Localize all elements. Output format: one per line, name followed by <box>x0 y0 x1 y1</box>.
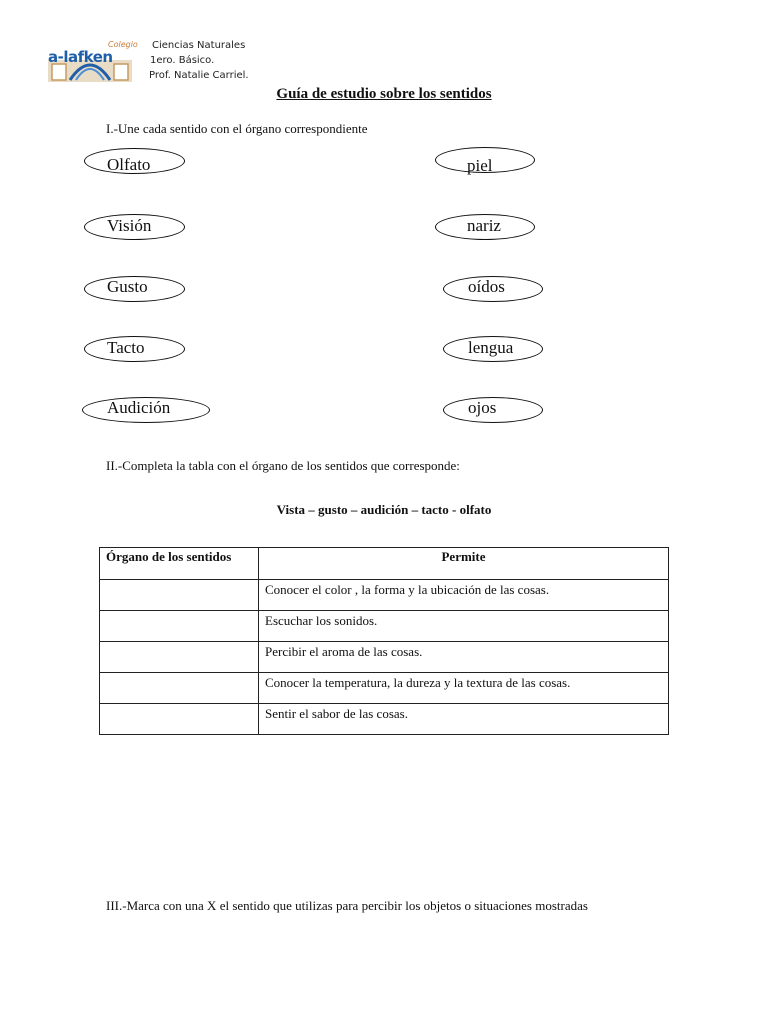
senses-table <box>99 547 669 735</box>
organ-label: oídos <box>468 277 505 296</box>
organ-label: piel <box>467 156 493 175</box>
table-row <box>100 611 669 642</box>
permite-cell: Percibir el aroma de las cosas. <box>259 642 669 673</box>
sense-label: Visión <box>107 216 152 235</box>
organ-label: nariz <box>467 216 501 235</box>
table-row <box>100 642 669 673</box>
logo-wordmark: a-lafken <box>48 48 113 66</box>
sense-label: Audición <box>107 398 171 417</box>
organ-answer-cell[interactable] <box>100 673 259 704</box>
permite-cell: Escuchar los sonidos. <box>259 611 669 642</box>
header-subject: Ciencias Naturales <box>152 40 246 51</box>
table-row <box>100 580 669 611</box>
organ-label: ojos <box>468 398 497 417</box>
page-title: Guía de estudio sobre los sentidos <box>276 86 492 102</box>
organ-label: lengua <box>468 338 514 357</box>
permite-cell: Conocer la temperatura, la dureza y la textura de las cosas. <box>259 673 669 704</box>
permite-cell: Sentir el sabor de las cosas. <box>259 704 669 735</box>
section2-instruction: II.-Completa la tabla con el órgano de los sentidos que corresponde: <box>106 458 460 473</box>
sense-label: Gusto <box>107 277 148 296</box>
organ-answer-cell[interactable] <box>100 611 259 642</box>
sense-label: Olfato <box>107 155 151 174</box>
table-header-row <box>100 548 669 580</box>
table-row <box>100 704 669 735</box>
section3-instruction: III.-Marca con una X el sentido que utilizas para percibir los objetos o situaciones mostradas <box>106 898 588 913</box>
table-header-organ: Órgano de los sentidos <box>100 548 259 580</box>
organ-answer-cell[interactable] <box>100 704 259 735</box>
header-teacher: Prof. Natalie Carriel. <box>149 70 249 81</box>
permite-cell: Conocer el color , la forma y la ubicación de las cosas. <box>259 580 669 611</box>
organ-answer-cell[interactable] <box>100 580 259 611</box>
table-header-permite: Permite <box>259 548 669 580</box>
table-row <box>100 673 669 704</box>
section1-instruction: I.-Une cada sentido con el órgano correspondiente <box>106 121 368 136</box>
header-grade: 1ero. Básico. <box>150 55 215 66</box>
word-bank: Vista – gusto – audición – tacto - olfato <box>276 502 492 517</box>
organ-answer-cell[interactable] <box>100 642 259 673</box>
sense-label: Tacto <box>107 338 145 357</box>
logo-tagline: Colegio <box>108 40 138 49</box>
